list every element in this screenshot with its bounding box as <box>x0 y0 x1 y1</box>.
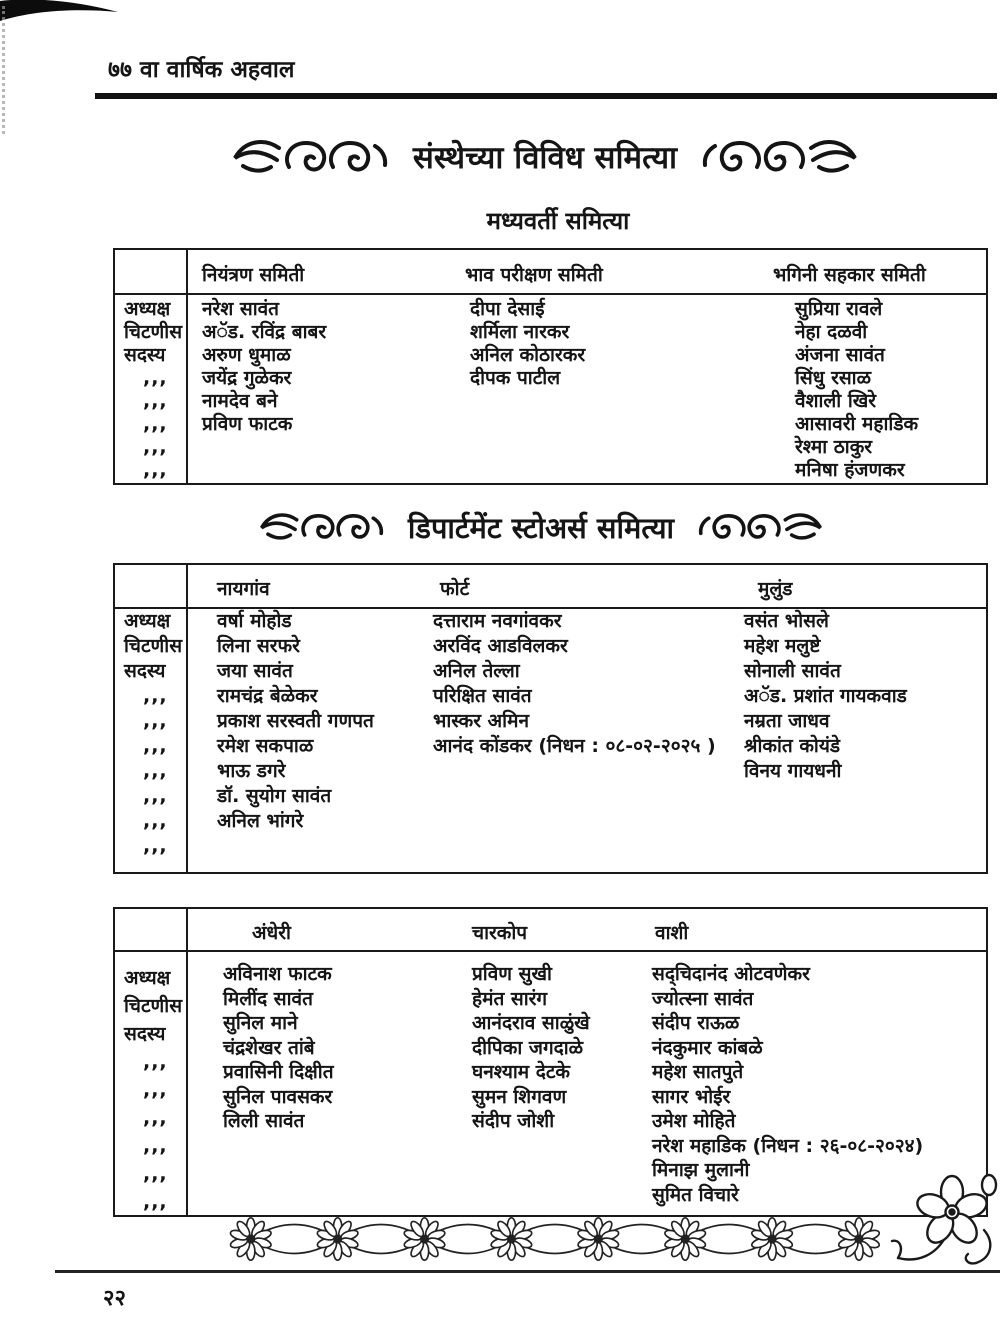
member-name: श्रीकांत कोयंडे <box>744 735 841 757</box>
member-column <box>202 298 326 436</box>
row-role-label: ,,, <box>143 1079 168 1101</box>
row-role-label: ,,, <box>143 1191 168 1213</box>
flower-ornament-icon <box>890 1170 1006 1272</box>
row-role-label: चिटणीस <box>124 635 183 657</box>
member-name: अनिल कोठारकर <box>470 344 586 366</box>
column-header: मुलुंड <box>758 578 793 600</box>
member-name: सुमित विचारे <box>652 1183 739 1206</box>
flourish-right-icon <box>699 132 857 182</box>
member-name: सुप्रिया रावले <box>795 298 883 320</box>
member-name: शर्मिला नारकर <box>470 321 570 343</box>
member-name: हेमंत सारंग <box>472 987 548 1010</box>
member-name: जयेंद्र गुळेकर <box>202 367 292 389</box>
footer-divider <box>55 1270 1000 1273</box>
row-role-label: ,,, <box>143 760 168 782</box>
member-name: वैशाली खिरे <box>795 390 877 412</box>
row-role-label: ,,, <box>143 735 168 757</box>
member-name: नामदेव बने <box>202 390 278 412</box>
member-name: नरेश महाडिक (निधन : २६-०८-२०२४) <box>652 1134 924 1157</box>
flourish-left-icon <box>260 506 386 548</box>
member-name: दीपिका जगदाळे <box>472 1036 584 1059</box>
member-name: सुनिल माने <box>223 1012 298 1034</box>
member-name: महेश मलुष्टे <box>744 635 821 657</box>
table-header-row <box>115 565 986 609</box>
member-name: अरुण धुमाळ <box>202 344 291 366</box>
column-header: फोर्ट <box>440 578 470 600</box>
member-column <box>217 609 374 834</box>
flower-chain-border-icon <box>228 1214 890 1264</box>
member-name: परिक्षित सावंत <box>433 685 532 707</box>
row-role-label: सदस्य <box>124 1023 166 1045</box>
row-role-label: अध्यक्ष <box>124 610 171 632</box>
row-role-label: ,,, <box>143 710 168 732</box>
member-name: सुमन शिगवण <box>472 1085 567 1108</box>
member-name: अरविंद आडविलकर <box>433 635 568 657</box>
column-header: नायगांव <box>217 578 270 600</box>
row-role-label: ,,, <box>143 459 168 481</box>
row-role-label: ,,, <box>143 1051 168 1073</box>
page-number: २२ <box>103 1286 126 1311</box>
member-name: रेश्मा ठाकुर <box>795 436 873 458</box>
member-name: अनिल तेल्ला <box>433 660 520 682</box>
member-name: प्रकाश सरस्वती गणपत <box>217 710 374 732</box>
row-role-label: सदस्य <box>124 344 166 366</box>
member-name: अनिल भांगरे <box>217 810 304 832</box>
member-column <box>433 609 716 759</box>
member-name: विनय गायधनी <box>744 760 842 782</box>
member-column <box>472 962 590 1134</box>
member-name: सागर भोईर <box>652 1085 731 1108</box>
header-divider <box>95 93 997 99</box>
member-name: सुनिल पावसकर <box>223 1085 333 1108</box>
member-name: वसंत भोसले <box>744 610 829 632</box>
member-name: सिंधु रसाळ <box>795 367 872 389</box>
member-name: मिनाझ मुलानी <box>652 1159 750 1181</box>
member-name: मिलींद सावंत <box>223 987 313 1010</box>
member-name: संदीप जोशी <box>472 1110 555 1132</box>
section1-title-row <box>42 132 1006 182</box>
section2-title-row <box>38 506 1006 548</box>
member-name: दीपक पाटील <box>470 367 561 389</box>
role-label-column <box>115 909 188 1215</box>
member-name: रमेश सकपाळ <box>217 735 314 757</box>
member-column <box>470 298 585 390</box>
member-name: सद्चिदानंद ओटवणेकर <box>652 963 810 985</box>
member-name: अंजना सावंत <box>795 344 885 366</box>
row-role-label: ,,, <box>143 390 168 412</box>
member-name: नंदकुमार कांबळे <box>652 1036 763 1059</box>
member-name: नम्रता जाधव <box>744 710 830 732</box>
department-stores-table-2 <box>113 907 988 1217</box>
member-name: आनंदराव साळुंखे <box>472 1012 590 1034</box>
column-header: अंधेरी <box>252 922 291 944</box>
table-header-row <box>115 909 986 952</box>
member-column <box>744 609 907 784</box>
role-label-column <box>115 565 188 872</box>
member-name: चंद्रशेखर तांबे <box>223 1036 315 1059</box>
member-name: डॉ. सुयोग सावंत <box>217 785 332 807</box>
column-header: चारकोप <box>472 922 528 944</box>
member-name: संदीप राऊळ <box>652 1012 740 1034</box>
row-role-label: ,,, <box>143 1163 168 1185</box>
column-header: वाशी <box>655 922 689 944</box>
member-name: सोनाली सावंत <box>744 660 841 682</box>
member-name: भाऊ डगरे <box>217 760 286 782</box>
member-name: महेश सातपुते <box>652 1061 744 1083</box>
row-role-label: अध्यक्ष <box>124 298 171 320</box>
member-name: वर्षा मोहोड <box>217 610 292 632</box>
member-name: घनश्याम देटके <box>472 1061 571 1083</box>
column-header: भगिनी सहकार समिती <box>773 264 926 286</box>
member-name: प्रवासिनी दिक्षीत <box>223 1061 334 1083</box>
column-header: भाव परीक्षण समिती <box>465 264 603 286</box>
flourish-right-icon <box>696 506 822 548</box>
section1-title: संस्थेच्या विविध समित्या <box>412 140 678 176</box>
row-role-label: ,,, <box>143 1135 168 1157</box>
member-column <box>795 298 918 482</box>
row-role-label: ,,, <box>143 685 168 707</box>
member-name: जया सावंत <box>217 660 293 682</box>
row-role-label: चिटणीस <box>124 321 183 343</box>
row-role-label: ,,, <box>143 436 168 458</box>
column-header: नियंत्रण समिती <box>202 264 305 286</box>
member-name: अॅड. प्रशांत गायकवाड <box>744 685 907 707</box>
scan-artifact-corner <box>0 0 122 24</box>
member-name: प्रविण फाटक <box>202 413 293 435</box>
member-name: आनंद कोंडकर (निधन : ०८-०२-२०२५ ) <box>433 735 716 757</box>
member-name: आसावरी महाडिक <box>795 413 919 435</box>
member-column <box>223 962 334 1134</box>
central-committees-table <box>113 248 988 485</box>
member-name: दीपा देसाई <box>470 298 545 320</box>
row-role-label: ,,, <box>143 367 168 389</box>
row-role-label: चिटणीस <box>124 995 183 1017</box>
member-name: लिना सरफरे <box>217 635 300 657</box>
member-name: मनिषा हंजणकर <box>795 459 905 481</box>
table-header-row <box>115 250 986 295</box>
member-name: अॅड. रविंद्र बाबर <box>202 321 327 343</box>
row-role-label: अध्यक्ष <box>124 967 171 989</box>
section1-subtitle: मध्यवर्ती समित्या <box>486 207 630 235</box>
member-name: नरेश सावंत <box>202 298 280 320</box>
department-stores-table-1 <box>113 563 988 874</box>
row-role-label: ,,, <box>143 1107 168 1129</box>
role-label-column <box>115 250 188 483</box>
member-name: रामचंद्र बेळेकर <box>217 685 318 707</box>
scan-artifact-edge-dots <box>2 6 5 134</box>
member-name: उमेश मोहिते <box>652 1110 736 1132</box>
member-name: नेहा दळवी <box>795 321 868 343</box>
row-role-label: ,,, <box>143 413 168 435</box>
page-title: ७७ वा वार्षिक अहवाल <box>108 57 295 83</box>
section2-title: डिपार्टमेंट स्टोअर्स समित्या <box>407 510 675 545</box>
member-name: लिली सावंत <box>223 1110 305 1132</box>
member-name: दत्ताराम नवगांवकर <box>433 610 562 632</box>
row-role-label: ,,, <box>143 810 168 832</box>
member-name: ज्योत्स्ना सावंत <box>652 987 754 1010</box>
member-column <box>652 962 923 1207</box>
row-role-label: सदस्य <box>124 660 166 682</box>
member-name: अविनाश फाटक <box>223 963 332 985</box>
row-role-label: ,,, <box>143 785 168 807</box>
member-name: भास्कर अमिन <box>433 710 529 732</box>
flourish-left-icon <box>233 132 391 182</box>
row-role-label: ,,, <box>143 835 168 857</box>
member-name: प्रविण सुखी <box>472 963 552 985</box>
